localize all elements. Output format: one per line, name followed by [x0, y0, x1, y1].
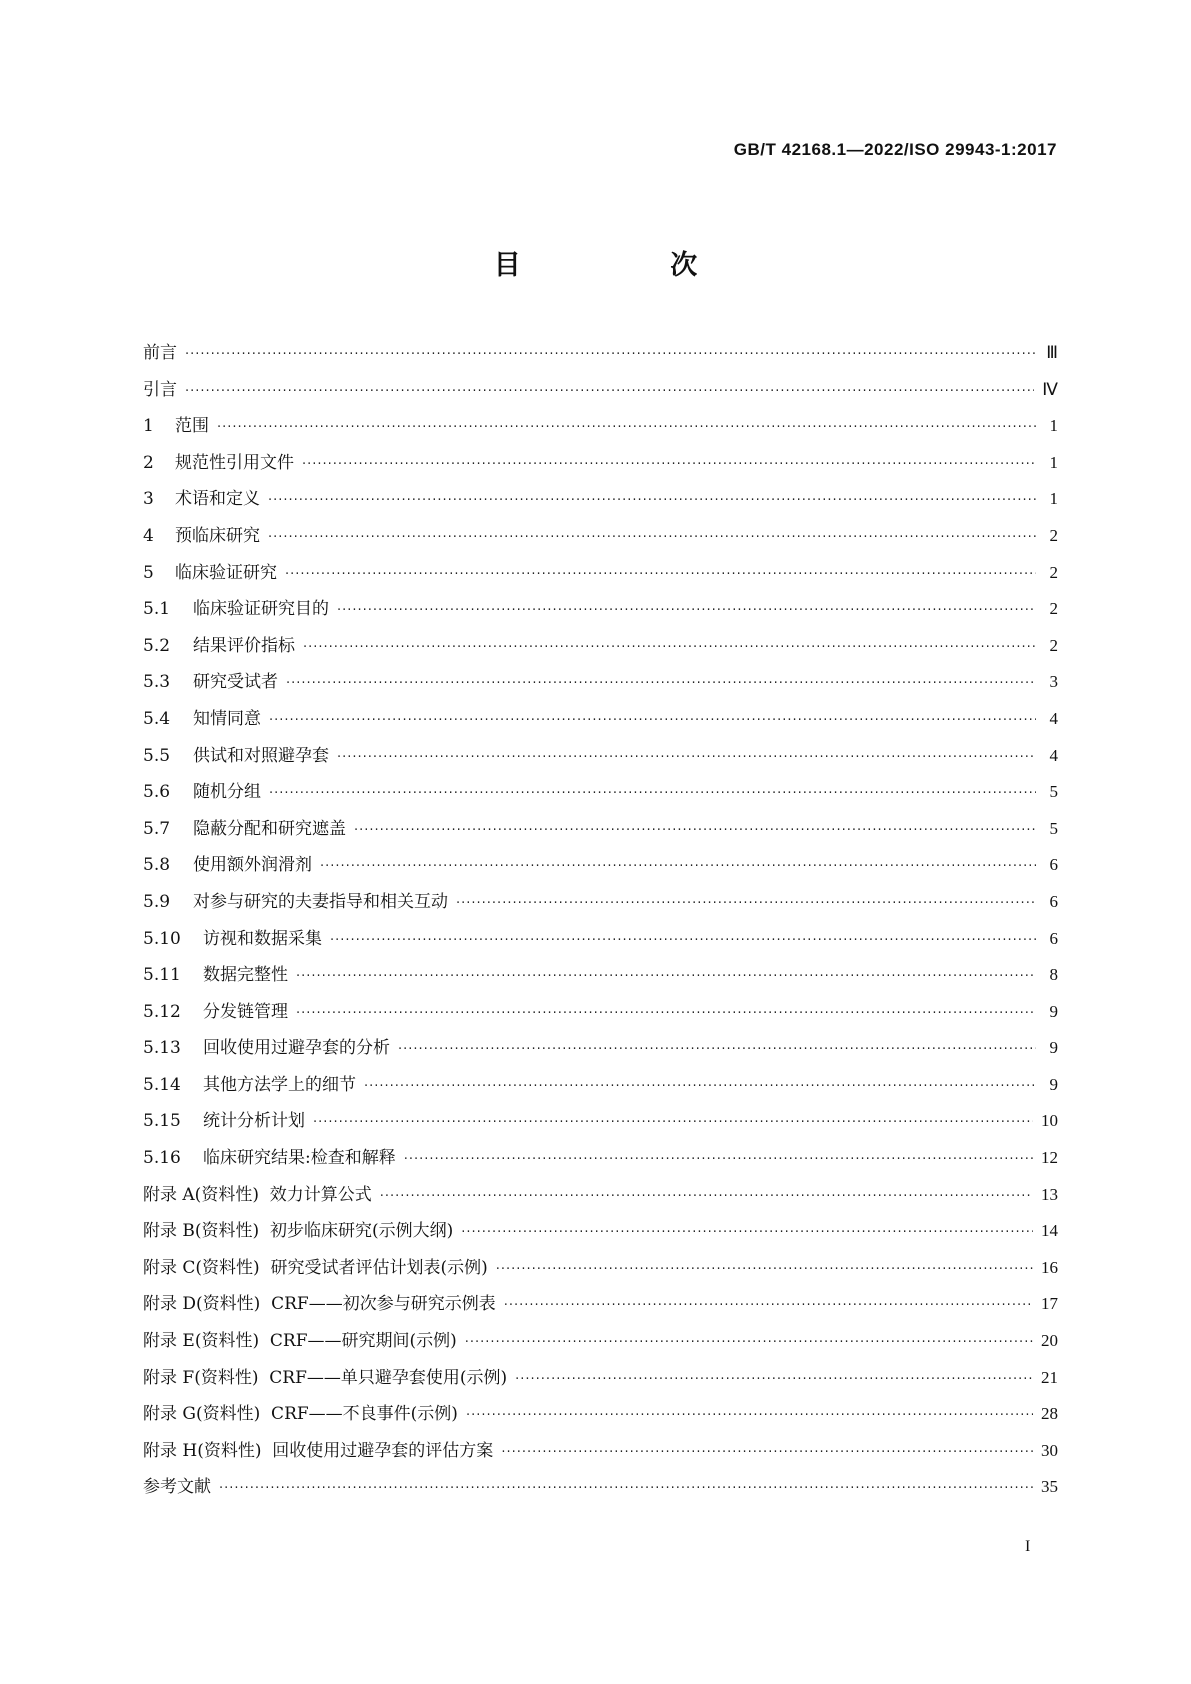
toc-dot-leader [461, 1225, 1033, 1240]
toc-entry-number: 5.11 [143, 965, 181, 986]
toc-entry-page: 1 [1049, 489, 1058, 509]
toc-entry[interactable] [143, 1289, 1058, 1326]
toc-dot-leader [285, 567, 1036, 582]
toc-entry-page: 3 [1049, 672, 1058, 692]
toc-entry[interactable] [143, 521, 1058, 558]
toc-entry-number: 5.6 [143, 782, 171, 803]
toc-dot-leader [398, 1042, 1036, 1057]
toc-entry-page: 2 [1049, 599, 1058, 619]
toc-entry-label: 引言 [143, 379, 177, 400]
toc-dot-leader [296, 969, 1036, 984]
toc-dot-leader [364, 1079, 1036, 1094]
toc-dot-leader [404, 1152, 1033, 1167]
toc-dot-leader [303, 640, 1036, 655]
toc-dot-leader [268, 530, 1036, 545]
toc-dot-leader [219, 1481, 1033, 1496]
page-number: I [1025, 1538, 1031, 1555]
toc-entry-number: 5.9 [143, 891, 171, 912]
toc-entry-page: 1 [1049, 416, 1058, 436]
toc-entry-page: 5 [1049, 782, 1058, 802]
toc-dot-leader [185, 384, 1034, 399]
toc-entry[interactable] [143, 887, 1058, 924]
toc-entry[interactable] [143, 1472, 1058, 1509]
toc-entry-number: 5.3 [143, 672, 171, 693]
toc-entry-label: 范围 [175, 416, 209, 437]
toc-entry-label: 附录 A(资料性) 效力计算公式 [143, 1184, 372, 1205]
toc-entry-label: 统计分析计划 [203, 1111, 305, 1132]
toc-entry-page: 9 [1049, 1038, 1058, 1058]
toc-entry[interactable] [143, 741, 1058, 778]
toc-entry-number: 4 [143, 525, 154, 546]
toc-dot-leader [465, 1335, 1033, 1350]
toc-dot-leader [286, 676, 1036, 691]
toc-entry[interactable] [143, 484, 1058, 521]
toc-entry-label: 随机分组 [193, 782, 261, 803]
toc-entry-label: 其他方法学上的细节 [203, 1074, 356, 1095]
toc-entry-label: 附录 B(资料性) 初步临床研究(示例大纲) [143, 1221, 454, 1242]
toc-entry-page: Ⅲ [1046, 343, 1058, 362]
toc-dot-leader [354, 823, 1036, 838]
toc-entry-label: 使用额外润滑剂 [193, 855, 312, 876]
toc-entry[interactable] [143, 1253, 1058, 1290]
toc-entry[interactable] [143, 1033, 1058, 1070]
toc-dot-leader [380, 1189, 1033, 1204]
toc-entry[interactable] [143, 1143, 1058, 1180]
page-title: 目 次 [493, 250, 768, 281]
toc-entry[interactable] [143, 1216, 1058, 1253]
toc-entry[interactable] [143, 850, 1058, 887]
toc-entry-number: 5.14 [143, 1074, 181, 1095]
toc-entry[interactable] [143, 411, 1058, 448]
toc-entry[interactable] [143, 594, 1058, 631]
toc-entry-page: 13 [1041, 1184, 1058, 1204]
toc-entry[interactable] [143, 924, 1058, 961]
toc-entry-page: 10 [1041, 1111, 1058, 1131]
standard-code: GB/T 42168.1—2022/ISO 29943-1:2017 [733, 140, 1057, 159]
table-of-contents [143, 338, 1058, 1509]
toc-dot-leader [296, 1006, 1036, 1021]
toc-entry[interactable] [143, 704, 1058, 741]
toc-entry-page: 9 [1049, 1074, 1058, 1094]
toc-entry-label: 知情同意 [193, 708, 261, 729]
toc-entry-label: 术语和定义 [175, 489, 260, 510]
toc-entry-page: 9 [1049, 1001, 1058, 1021]
toc-entry-label: 规范性引用文件 [175, 452, 294, 473]
toc-entry-number: 3 [143, 489, 154, 510]
toc-entry-page: 14 [1041, 1221, 1058, 1241]
toc-entry-page: 6 [1049, 855, 1058, 875]
toc-entry-page: 6 [1049, 891, 1058, 911]
toc-dot-leader [337, 603, 1036, 618]
toc-entry-number: 5.5 [143, 745, 171, 766]
toc-entry-label: 分发链管理 [203, 1001, 288, 1022]
toc-entry[interactable] [143, 1070, 1058, 1107]
toc-entry-label: 临床验证研究目的 [193, 599, 329, 620]
toc-entry-label: 对参与研究的夫妻指导和相关互动 [193, 891, 448, 912]
toc-dot-leader [269, 786, 1036, 801]
toc-dot-leader [330, 933, 1036, 948]
toc-entry[interactable] [143, 814, 1058, 851]
toc-entry-label: 附录 G(资料性) CRF——不良事件(示例) [143, 1404, 458, 1425]
toc-entry[interactable] [143, 448, 1058, 485]
toc-entry-label: 回收使用过避孕套的分析 [203, 1038, 390, 1059]
toc-entry[interactable] [143, 1180, 1058, 1217]
toc-entry-number: 5.13 [143, 1038, 181, 1059]
toc-entry[interactable] [143, 631, 1058, 668]
toc-entry-page: 4 [1049, 745, 1058, 765]
toc-dot-leader [320, 859, 1036, 874]
toc-entry-page: 30 [1041, 1440, 1058, 1460]
toc-entry-label: 预临床研究 [175, 525, 260, 546]
toc-entry[interactable] [143, 960, 1058, 997]
toc-entry-page: 20 [1041, 1331, 1058, 1351]
toc-entry-label: 参考文献 [143, 1477, 211, 1498]
toc-entry-number: 5.12 [143, 1001, 181, 1022]
toc-entry-number: 2 [143, 452, 154, 473]
toc-entry-label: 附录 D(资料性) CRF——初次参与研究示例表 [143, 1294, 496, 1315]
toc-entry-number: 5.7 [143, 818, 171, 839]
toc-entry-label: 附录 C(资料性) 研究受试者评估计划表(示例) [143, 1257, 488, 1278]
toc-entry-page: 2 [1049, 635, 1058, 655]
toc-entry-page: 35 [1041, 1477, 1058, 1497]
toc-entry-number: 1 [143, 416, 154, 437]
toc-entry[interactable] [143, 997, 1058, 1034]
toc-entry-number: 5 [143, 562, 154, 583]
toc-entry[interactable] [143, 667, 1058, 704]
toc-dot-leader [217, 420, 1036, 435]
toc-entry-number: 5.1 [143, 599, 171, 620]
toc-dot-leader [302, 457, 1036, 472]
toc-dot-leader [456, 896, 1036, 911]
toc-entry-page: Ⅳ [1042, 379, 1058, 399]
toc-entry-page: 8 [1049, 965, 1058, 985]
toc-entry-page: 4 [1049, 708, 1058, 728]
toc-entry-label: 前言 [143, 343, 177, 363]
toc-entry-label: 供试和对照避孕套 [193, 745, 329, 766]
toc-entry[interactable] [143, 1399, 1058, 1436]
toc-entry-page: 2 [1049, 562, 1058, 582]
toc-entry-label: 临床研究结果:检查和解释 [203, 1148, 396, 1169]
toc-entry-label: 结果评价指标 [193, 635, 295, 656]
toc-entry-page: 1 [1049, 452, 1058, 472]
toc-entry[interactable] [143, 375, 1058, 412]
toc-entry-page: 5 [1049, 818, 1058, 838]
toc-entry-page: 28 [1041, 1404, 1058, 1424]
toc-entry[interactable] [143, 1436, 1058, 1473]
toc-entry-label: 附录 F(资料性) CRF——单只避孕套使用(示例) [143, 1367, 508, 1388]
toc-entry-number: 5.15 [143, 1111, 181, 1132]
toc-entry-label: 附录 H(资料性) 回收使用过避孕套的评估方案 [143, 1440, 494, 1461]
toc-entry[interactable] [143, 1326, 1058, 1363]
toc-entry-label: 附录 E(资料性) CRF——研究期间(示例) [143, 1331, 457, 1352]
toc-dot-leader [268, 493, 1036, 508]
toc-entry[interactable] [143, 558, 1058, 595]
toc-dot-leader [466, 1408, 1033, 1423]
toc-entry-page: 2 [1049, 525, 1058, 545]
toc-dot-leader [501, 1445, 1033, 1460]
toc-entry-label: 访视和数据采集 [203, 928, 322, 949]
toc-entry-label: 临床验证研究 [175, 562, 277, 583]
toc-entry-page: 6 [1049, 928, 1058, 948]
toc-dot-leader [185, 347, 1036, 362]
toc-entry-page: 16 [1041, 1257, 1058, 1277]
toc-entry-number: 5.2 [143, 635, 171, 656]
toc-entry[interactable] [143, 1363, 1058, 1400]
toc-dot-leader [313, 1115, 1033, 1130]
toc-dot-leader [269, 713, 1036, 728]
toc-entry-number: 5.10 [143, 928, 181, 949]
toc-entry-page: 12 [1041, 1148, 1058, 1168]
toc-entry-label: 研究受试者 [193, 672, 278, 693]
toc-entry-number: 5.4 [143, 708, 171, 729]
toc-entry[interactable] [143, 1106, 1058, 1143]
toc-entry-number: 5.8 [143, 855, 171, 876]
toc-dot-leader [504, 1298, 1033, 1313]
toc-dot-leader [496, 1262, 1033, 1277]
toc-entry-page: 21 [1041, 1367, 1058, 1387]
toc-entry-number: 5.16 [143, 1148, 181, 1169]
toc-entry[interactable] [143, 338, 1058, 375]
toc-entry-page: 17 [1041, 1294, 1058, 1314]
toc-dot-leader [515, 1372, 1033, 1387]
toc-dot-leader [337, 750, 1036, 765]
toc-entry-label: 隐蔽分配和研究遮盖 [193, 818, 346, 839]
toc-entry[interactable] [143, 777, 1058, 814]
toc-entry-label: 数据完整性 [203, 965, 288, 986]
